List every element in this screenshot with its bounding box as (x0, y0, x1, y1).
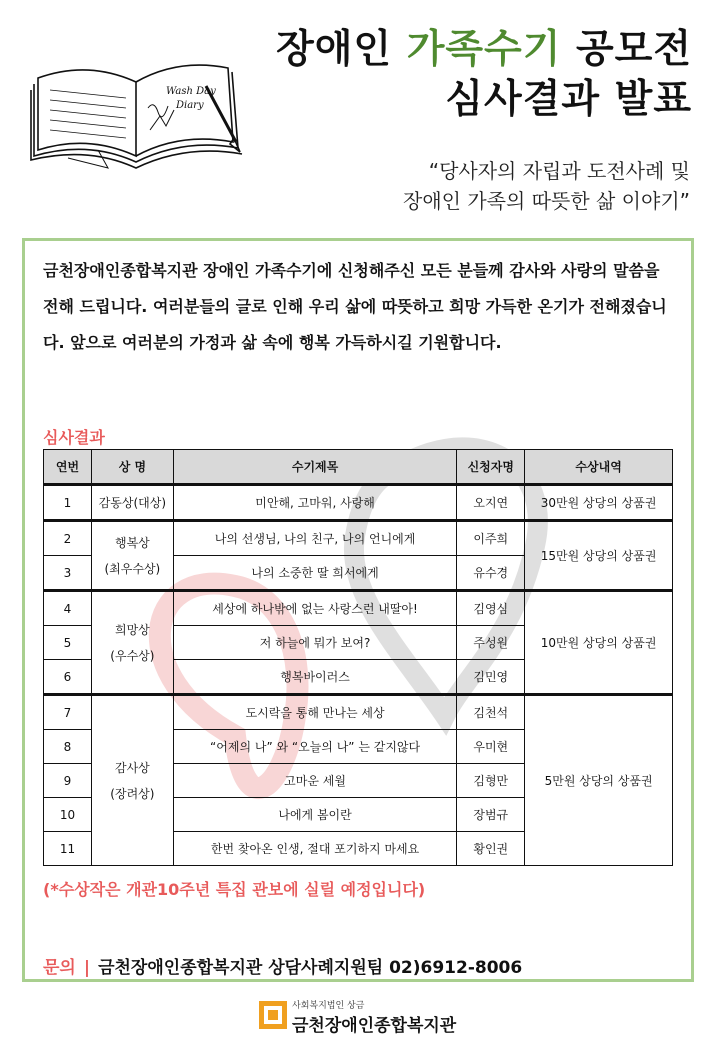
cell-award (91, 591, 173, 695)
cell-title: 세상에 하나밖에 없는 사랑스런 내딸아! (173, 591, 457, 626)
cell-name: 장범규 (457, 798, 525, 832)
cell-award (91, 521, 173, 591)
cell-title: “어제의 나” 와 “오늘의 나” 는 같지않다 (173, 730, 457, 764)
header-no: 연번 (44, 450, 92, 485)
cell-prize: 30만원 상당의 상품권 (525, 485, 673, 521)
award-sub: (최우수상) (104, 561, 161, 576)
footer-logo (258, 998, 478, 1034)
header-title: 수기제목 (173, 450, 457, 485)
cell-award: 감동상(대상) (91, 485, 173, 521)
title-post: 공모전 (561, 27, 692, 72)
footer-org-name: 금천장애인종합복지관 (292, 1016, 457, 1036)
cell-no: 5 (44, 626, 92, 660)
table-header-row (44, 450, 673, 485)
results-table (43, 449, 673, 866)
cell-no: 7 (44, 695, 92, 730)
cell-title: 나의 소중한 딸 희서에게 (173, 556, 457, 591)
footer-org-type: 사회복지법인 상금 (292, 1001, 365, 1011)
cell-prize: 15만원 상당의 상품권 (525, 521, 673, 591)
award-sub: (장려상) (110, 786, 155, 801)
subtitle-line2: 장애인 가족의 따뜻한 삶 이야기” (403, 189, 690, 213)
cell-prize: 10만원 상당의 상품권 (525, 591, 673, 695)
cell-no: 9 (44, 764, 92, 798)
page-title (276, 26, 692, 126)
contact-text: 금천장애인종합복지관 상담사례지원팀 02)6912-8006 (98, 958, 523, 978)
cell-no: 10 (44, 798, 92, 832)
cell-name: 주성원 (457, 626, 525, 660)
cell-name: 김형만 (457, 764, 525, 798)
cell-no: 11 (44, 832, 92, 866)
cell-title: 행복바이러스 (173, 660, 457, 695)
award-name: 감사상 (114, 760, 150, 775)
cell-award (91, 695, 173, 866)
title-accent: 가족수기 (406, 27, 562, 72)
table-row (44, 485, 673, 521)
cell-no: 1 (44, 485, 92, 521)
cell-name: 우미현 (457, 730, 525, 764)
table-row (44, 521, 673, 556)
cell-name: 김민영 (457, 660, 525, 695)
org-logo-icon (258, 1000, 288, 1030)
cell-name: 오지연 (457, 485, 525, 521)
cell-title: 저 하늘에 뭐가 보여? (173, 626, 457, 660)
cell-no: 2 (44, 521, 92, 556)
contact-label: 문의 (43, 958, 76, 978)
illustration-text-wash-day: Wash Day (166, 86, 216, 97)
illustration-text-diary: Diary (176, 100, 204, 111)
cell-name: 이주희 (457, 521, 525, 556)
subtitle (403, 156, 690, 216)
cell-name: 김천석 (457, 695, 525, 730)
cell-name: 김영심 (457, 591, 525, 626)
cell-title: 나의 선생님, 나의 친구, 나의 언니에게 (173, 521, 457, 556)
content-box (22, 238, 694, 982)
cell-no: 3 (44, 556, 92, 591)
table-row (44, 591, 673, 626)
intro-text: 금천장애인종합복지관 장애인 가족수기에 신청해주신 모든 분들께 감사와 사랑의 말씀을 전해 드립니다. 여러분들의 글로 인해 우리 삶에 따뜻하고 희망 가득한 온기가 전해졌습니다. 앞으로 여러분의 가정과 삶 속에 행복 가득하시길 기원합니다. (43, 261, 667, 352)
cell-no: 8 (44, 730, 92, 764)
cell-title: 미안해, 고마워, 사랑해 (173, 485, 457, 521)
header-applicant: 신청자명 (457, 450, 525, 485)
cell-name: 유수경 (457, 556, 525, 591)
title-line2: 심사결과 발표 (445, 77, 692, 122)
cell-name: 황인권 (457, 832, 525, 866)
subtitle-line1: “당사자의 자립과 도전사례 및 (428, 159, 690, 183)
award-sub: (우수상) (110, 648, 155, 663)
cell-prize: 5만원 상당의 상품권 (525, 695, 673, 866)
cell-title: 나에게 봄이란 (173, 798, 457, 832)
cell-title: 고마운 세월 (173, 764, 457, 798)
header-prize: 수상내역 (525, 450, 673, 485)
award-name: 희망상 (114, 622, 150, 637)
cell-no: 4 (44, 591, 92, 626)
cell-title: 도시락을 통해 만나는 세상 (173, 695, 457, 730)
cell-no: 6 (44, 660, 92, 695)
award-name: 행복상 (114, 535, 150, 550)
title-pre: 장애인 (276, 27, 407, 72)
header-award: 상 명 (91, 450, 173, 485)
publication-note: (*수상작은 개관10주년 특집 관보에 실릴 예정입니다) (43, 880, 426, 899)
diary-illustration (28, 38, 248, 173)
contact-line (43, 953, 522, 978)
contact-separator: | (83, 958, 91, 978)
cell-title: 한번 찾아온 인생, 절대 포기하지 마세요 (173, 832, 457, 866)
section-label-results: 심사결과 (43, 428, 105, 447)
table-row (44, 695, 673, 730)
